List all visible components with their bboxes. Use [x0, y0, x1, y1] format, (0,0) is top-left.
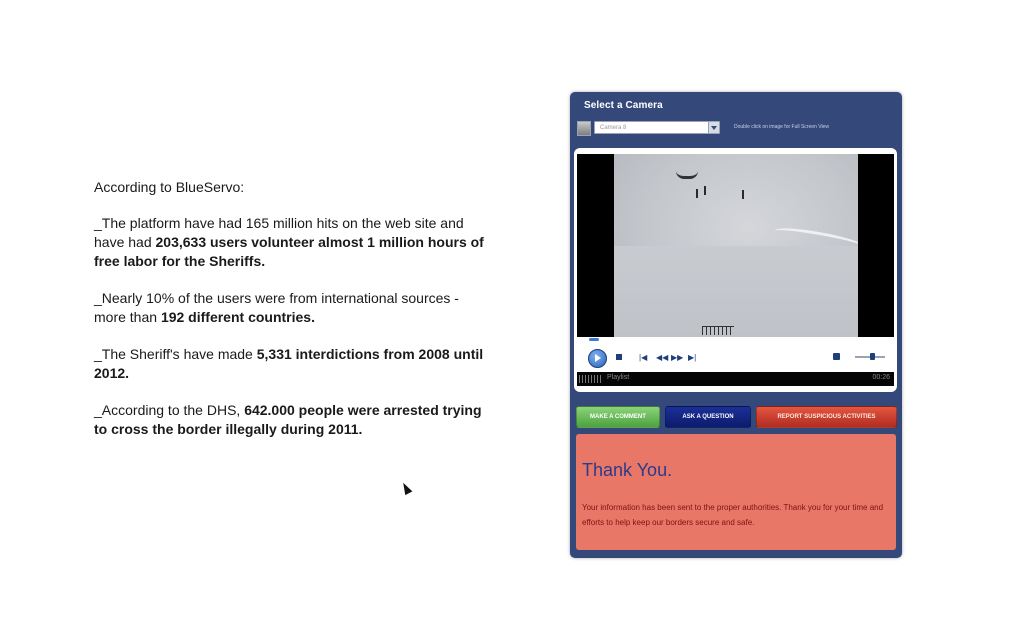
action-buttons — [576, 406, 896, 428]
prev-icon[interactable]: |◀ — [639, 353, 648, 362]
feed-figure — [742, 190, 744, 199]
report-activity-button[interactable]: REPORT SUSPICIOUS ACTIVITIES — [756, 406, 897, 428]
make-comment-button[interactable]: MAKE A COMMENT — [576, 406, 660, 428]
camera-feed-image[interactable] — [614, 154, 858, 337]
fullscreen-hint: Double click on image for Full Screen View — [734, 124, 829, 130]
camera-select[interactable] — [594, 121, 720, 134]
next-icon[interactable]: ▶| — [688, 353, 697, 362]
play-icon[interactable] — [588, 349, 607, 368]
player-controls — [577, 345, 894, 369]
mouse-cursor-icon — [400, 481, 413, 495]
camera-thumb-icon — [577, 121, 591, 136]
seek-bar[interactable] — [589, 338, 599, 341]
notes-platform-stats — [94, 214, 494, 271]
notes-p4-highlight: 642.000 people were arrested trying to cross the border illegally during 2011. — [94, 402, 482, 437]
feed-figure — [696, 189, 698, 198]
widget-title: Select a Camera — [584, 100, 663, 111]
feed-beach — [614, 246, 858, 337]
notes-p4-text: _According to the DHS, — [94, 402, 245, 418]
notes-p1-text: _The platform have had 165 million hits on the web site and have had — [94, 215, 464, 250]
playlist-icon[interactable] — [579, 375, 601, 383]
playlist-label: Playlist — [607, 374, 630, 381]
camera-widget — [570, 92, 902, 558]
volume-icon[interactable] — [833, 353, 840, 360]
feed-fence — [702, 326, 734, 335]
video-player — [574, 148, 897, 392]
playback-time: 00:26 — [872, 374, 890, 381]
feed-boat — [676, 168, 698, 179]
notes-dhs-stats — [94, 401, 494, 439]
ask-question-button[interactable]: ASK A QUESTION — [665, 406, 751, 428]
rewind-icon[interactable]: ◀◀ — [656, 353, 669, 362]
volume-knob[interactable] — [870, 353, 875, 360]
thank-you-message: Your information has been sent to the proper authorities. Thank you for your time and efforts to help keep our borders secure and safe. — [582, 503, 884, 527]
player-status-bar — [577, 372, 894, 386]
thank-you-panel — [576, 434, 896, 550]
notes-intro: According to BlueServo: — [94, 179, 245, 195]
camera-select-row — [577, 121, 897, 135]
dropdown-arrow-icon[interactable] — [708, 122, 719, 133]
camera-select-value: Camera 8 — [600, 125, 627, 131]
notes-p1-highlight: 203,633 users volunteer almost 1 million hours of free labor for the Sheriffs. — [94, 234, 484, 269]
forward-icon[interactable]: ▶▶ — [671, 353, 684, 362]
notes-p2-highlight: 192 different countries. — [160, 309, 315, 325]
feed-figure — [704, 186, 706, 195]
notes-p3-highlight: 5,331 interdictions from 2008 until 2012. — [94, 346, 484, 381]
notes-interdiction-stats — [94, 345, 494, 383]
notes-international-stats — [94, 289, 494, 327]
video-frame[interactable] — [577, 154, 894, 337]
thank-you-title: Thank You. — [582, 460, 673, 480]
stop-icon[interactable] — [616, 354, 622, 360]
info-notes — [94, 178, 494, 457]
notes-p3-text: _The Sheriff's have made — [94, 346, 257, 362]
notes-p2-text: _Nearly 10% of the users were from international sources - more than — [94, 290, 459, 325]
